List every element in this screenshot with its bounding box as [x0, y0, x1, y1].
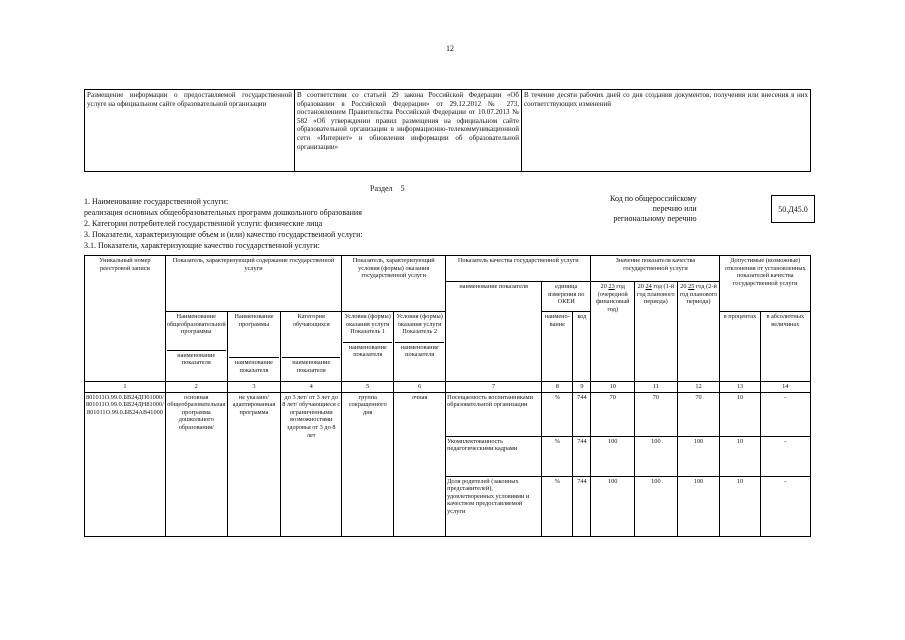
quality-indicators-table [84, 255, 811, 537]
indicator-name: Укомплектованность педагогическими кадрами [446, 436, 542, 476]
header-abs: в абсолютных величинах [760, 312, 810, 382]
header-pct: в процентах [720, 312, 760, 382]
header-year-1: 20 23 год (очередной финансовый год) [591, 282, 635, 382]
service-name-label: 1. Наименование государственной услуги: [84, 197, 229, 206]
info-placement-frequency: В течение десяти рабочих дней со дня создания документов, получения или внесения в них соответствующих изменений [522, 90, 811, 172]
header-value: Значение показателя качества государственной услуги [591, 256, 720, 282]
table-row: Доля родителей (законных представителей), удовлетворенных условиями и качеством предоставляемой услуги % 744 100 100 100 10 - [85, 476, 811, 536]
indicator-name: Доля родителей (законных представителей), удовлетворенных условиями и качеством предоставляемой услуги [446, 476, 542, 536]
condition-1: группа сокращенного дня [342, 392, 394, 536]
table-row: 801011О.99.0.БВ24ДП01000/ 801011О.99.0.БВ24ДН81000/ 801011О.99.0.БВ24АВ41000 основная общеобразовательная программа дошкольного образования/ не указано/ адаптированная программа до 3 лет/ от 3 лет до 8 лет/ обучающиеся с ограниченными возможностями здоровья от 3 до 8 лет группа сокращенного дня очная Посещаемость воспитанниками образовательной организации % 744 70 70 70 10 - [85, 392, 811, 436]
program-name: не указано/ адаптированная программа [227, 392, 281, 536]
registry-code-label: Код по общероссийскому перечню или региональному перечню [610, 194, 697, 223]
header-reg-number: Уникальный номер реестровой записи [85, 256, 166, 382]
indicator-name: Посещаемость воспитанниками образовательной организации [446, 392, 542, 436]
header-content: Показатель, характеризующий содержание государственной услуги [165, 256, 341, 312]
header-condition-1: Условия (формы) оказания услуги Показатель 1 наименование показателя [342, 312, 394, 382]
column-number-row: 1 2 3 4 5 6 7 8 9 10 11 12 13 14 [85, 382, 811, 393]
header-unit: единица измерения по ОКЕИ [542, 282, 591, 312]
info-placement-basis: В соответствии со статьей 29 закона Российской Федерации «Об образовании в Российской Федерации» от 29.12.2012 № 273, постановлением Правительства Российской Федерации от 10.07.2013 № 582 «Об утверждении правил размещения на официальном сайте образовательной организации в информационно-телекоммуникационной сети «Интернет» и обновления информации об образовательной организации» [295, 90, 522, 172]
quality-indicators-heading: 3.1. Показатели, характеризующие качество государственной услуги: [84, 241, 320, 250]
header-student-category: Категория обучающихся наименование показателя [281, 312, 342, 382]
header-unit-name: наимено-вание [542, 312, 573, 382]
header-program-name: Наименование программы наименование показателя [227, 312, 281, 382]
header-conditions: Показатель, характеризующий условия (формы) оказания государственной услуги [342, 256, 446, 312]
header-unit-code: код [573, 312, 591, 382]
student-category: до 3 лет/ от 3 лет до 8 лет/ обучающиеся с ограниченными возможностями здоровья от 3 до 8 лет [281, 392, 342, 536]
section-title: Раздел 5 [370, 184, 405, 193]
registry-code-box: 50.Д45.0 [771, 195, 815, 223]
consumer-category: 2. Категории потребителей государственной услуги: физические лица [84, 219, 323, 228]
program-type: основная общеобразовательная программа дошкольного образования/ [165, 392, 227, 536]
reg-number: 801011О.99.0.БВ24ДП01000/ 801011О.99.0.БВ24ДН81000/ 801011О.99.0.БВ24АВ41000 [85, 392, 166, 536]
table-row: Укомплектованность педагогическими кадрами % 744 100 100 100 10 - [85, 436, 811, 476]
header-deviation: Допустимые (возможные) отклонения от установленных показателей качества государственной услуги [720, 256, 811, 312]
header-quality: Показатель качества государственной услуги [446, 256, 591, 282]
info-placement-method: Размещение информации о предоставляемой государственной услуге на официальном сайте образовательной организации [85, 90, 295, 172]
header-indicator-name: наименование показателя [446, 282, 542, 382]
info-placement-table [84, 89, 811, 172]
header-year-2: 20 24 год (1-й год планового периода) [635, 282, 678, 382]
page-number: 12 [446, 44, 454, 53]
service-name-value: реализация основных общеобразовательных программ дошкольного образования [84, 208, 362, 217]
indicators-heading: 3. Показатели, характеризующие объем и (или) качество государственной услуги: [84, 230, 363, 239]
section-number: 5 [400, 184, 405, 193]
header-condition-2: Условия (формы) оказания услуги Показатель 2 наименование показателя [394, 312, 446, 382]
condition-2: очная [394, 392, 446, 536]
header-year-3: 20 25 год (2-й год планового периода) [677, 282, 720, 382]
header-program-type: Наименование общеобразовательной программы наименование показателя [165, 312, 227, 382]
